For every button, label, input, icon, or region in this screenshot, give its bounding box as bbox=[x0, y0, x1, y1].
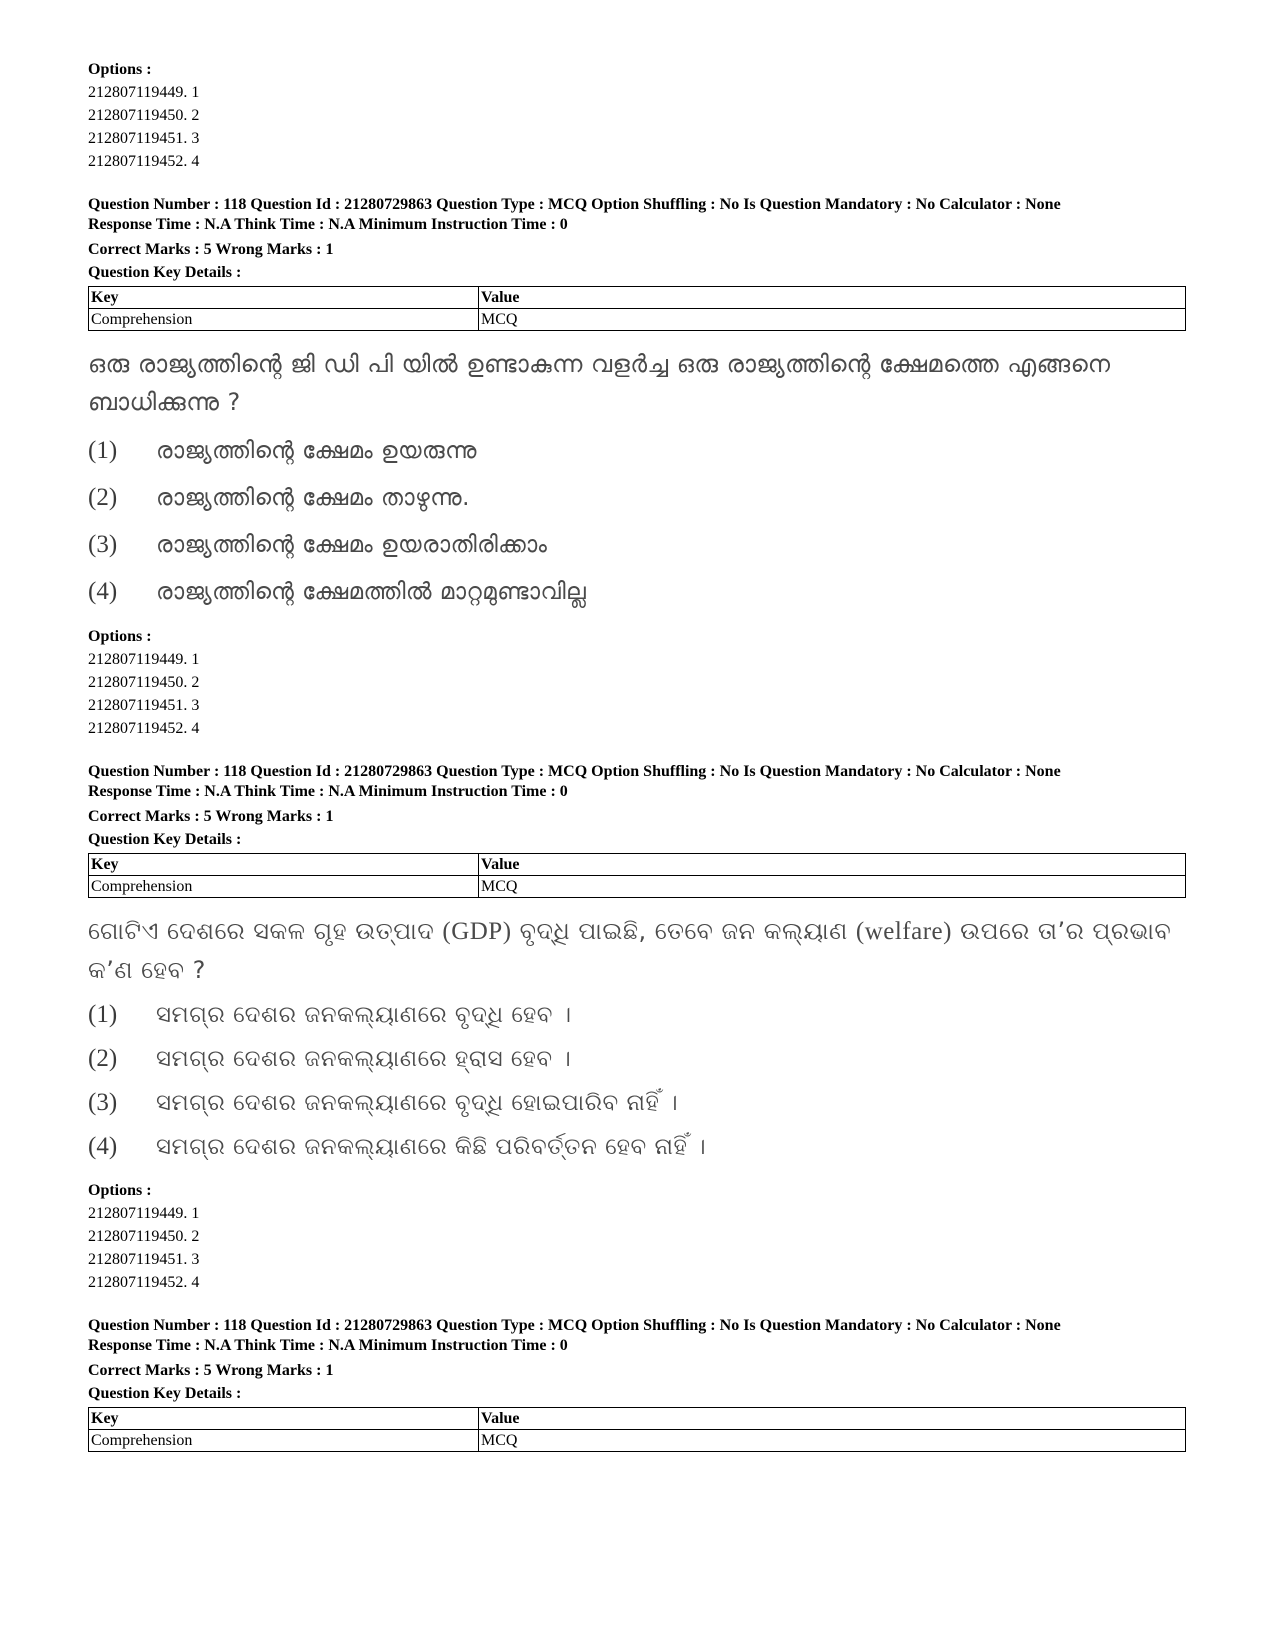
choice-text: ସମଗ୍ର ଦେଶର ଜନକଲ୍ୟାଣରେ ବୃଦ୍ଧି ହେବ । bbox=[156, 1002, 572, 1028]
table-header-row bbox=[89, 854, 1186, 876]
question-choice bbox=[88, 474, 1188, 521]
question-choice bbox=[88, 521, 1188, 568]
option-line: 212807119449. 1 bbox=[88, 651, 200, 668]
question-choice bbox=[88, 993, 1188, 1037]
choice-text: രാജ്യത്തിന്റെ ക്ഷേമത്തിൽ മാറ്റമുണ്ടാവില്ല bbox=[156, 578, 587, 605]
option-line: 212807119450. 2 bbox=[88, 674, 200, 691]
table-cell-key: Comprehension bbox=[89, 876, 479, 898]
choice-text: ସମଗ୍ର ଦେଶର ଜନକଲ୍ୟାଣରେ ହ୍ରାସ ହେବ । bbox=[156, 1046, 572, 1072]
question-choice bbox=[88, 427, 1188, 474]
question-choice bbox=[88, 568, 1188, 615]
choice-number: (2) bbox=[88, 1045, 118, 1072]
option-line: 212807119452. 4 bbox=[88, 1274, 200, 1291]
question-text-part: ଉପରେ ତା’ର ପ୍ରଭାବ କ’ଣ ହେବ ? bbox=[88, 917, 1172, 984]
option-line: 212807119451. 3 bbox=[88, 697, 200, 714]
question-timing: Response Time : N.A Think Time : N.A Minimum Instruction Time : 0 bbox=[88, 216, 568, 233]
table-header-key: Key bbox=[89, 1408, 479, 1430]
option-line: 212807119451. 3 bbox=[88, 1251, 200, 1268]
choice-text: ସମଗ୍ର ଦେଶର ଜନକଲ୍ୟାଣରେ କିଛି ପରିବର୍ତ୍ତନ ହେବ ନାହିଁ । bbox=[156, 1134, 707, 1160]
question-image bbox=[88, 345, 1188, 615]
table-row bbox=[89, 1430, 1186, 1452]
question-choice bbox=[88, 1081, 1188, 1125]
question-key-details-label: Question Key Details : bbox=[88, 1385, 242, 1402]
key-value-table bbox=[88, 286, 1186, 331]
choice-text: ସମଗ୍ର ଦେଶର ଜନକଲ୍ୟାଣରେ ବୃଦ୍ଧି ହୋଇପାରିବ ନାହିଁ । bbox=[156, 1090, 679, 1116]
question-text bbox=[88, 912, 1188, 989]
question-marks: Correct Marks : 5 Wrong Marks : 1 bbox=[88, 1362, 334, 1379]
choice-number: (4) bbox=[88, 577, 118, 605]
choice-number: (1) bbox=[88, 1001, 118, 1028]
question-key-details-label: Question Key Details : bbox=[88, 264, 242, 281]
question-marks: Correct Marks : 5 Wrong Marks : 1 bbox=[88, 241, 334, 258]
option-line: 212807119449. 1 bbox=[88, 84, 200, 101]
options-label: Options : bbox=[88, 1182, 152, 1199]
table-cell-key: Comprehension bbox=[89, 309, 479, 331]
choice-text: രാജ്യത്തിന്റെ ക്ഷേമം ഉയരുന്നു bbox=[156, 437, 477, 464]
option-line: 212807119449. 1 bbox=[88, 1205, 200, 1222]
question-meta: Question Number : 118 Question Id : 21280729863 Question Type : MCQ Option Shuffling : No Is Question Mandatory : No Calculator : None bbox=[88, 196, 1061, 213]
option-line: 212807119450. 2 bbox=[88, 107, 200, 124]
choice-number: (4) bbox=[88, 1133, 118, 1160]
choice-number: (3) bbox=[88, 1089, 118, 1116]
options-block-top bbox=[88, 58, 1188, 173]
choice-text: രാജ്യത്തിന്റെ ക്ഷേമം ഉയരാതിരിക്കാം bbox=[156, 531, 548, 558]
table-header-key: Key bbox=[89, 287, 479, 309]
table-cell-key: Comprehension bbox=[89, 1430, 479, 1452]
table-row bbox=[89, 309, 1186, 331]
question-block-malayalam bbox=[88, 195, 1188, 740]
question-meta: Question Number : 118 Question Id : 21280729863 Question Type : MCQ Option Shuffling : No Is Question Mandatory : No Calculator : None bbox=[88, 1317, 1061, 1334]
question-image bbox=[88, 912, 1188, 1169]
question-block-odia bbox=[88, 762, 1188, 1294]
options-label: Options : bbox=[88, 628, 152, 645]
options-label: Options : bbox=[88, 61, 152, 78]
document-page bbox=[88, 58, 1188, 1452]
option-line: 212807119452. 4 bbox=[88, 153, 200, 170]
question-key-details-label: Question Key Details : bbox=[88, 831, 242, 848]
key-value-table bbox=[88, 1407, 1186, 1452]
table-row bbox=[89, 876, 1186, 898]
table-cell-value: MCQ bbox=[479, 309, 1186, 331]
question-timing: Response Time : N.A Think Time : N.A Minimum Instruction Time : 0 bbox=[88, 1337, 568, 1354]
question-choice bbox=[88, 1125, 1188, 1169]
question-meta: Question Number : 118 Question Id : 21280729863 Question Type : MCQ Option Shuffling : No Is Question Mandatory : No Calculator : None bbox=[88, 763, 1061, 780]
question-marks: Correct Marks : 5 Wrong Marks : 1 bbox=[88, 808, 334, 825]
table-cell-value: MCQ bbox=[479, 1430, 1186, 1452]
question-text-part: ଗୋଟିଏ ଦେଶରେ ସକଳ ଗୃହ ଉତ୍ପାଦ bbox=[88, 917, 443, 945]
table-header-row bbox=[89, 287, 1186, 309]
question-text-gdp: (GDP) bbox=[442, 918, 512, 945]
question-block-third bbox=[88, 1316, 1188, 1452]
table-header-value: Value bbox=[479, 287, 1186, 309]
choice-number: (3) bbox=[88, 530, 118, 558]
question-text-welfare: (welfare) bbox=[855, 918, 952, 945]
table-header-value: Value bbox=[479, 854, 1186, 876]
question-text: ഒരു രാജ്യത്തിന്റെ ജി ഡി പി യിൽ ഉണ്ടാകുന്ന വളർച്ച ഒരു രാജ്യത്തിന്റെ ക്ഷേമത്തെ എങ്ങനെ ബാധിക്കുന്നു ? bbox=[88, 350, 1111, 416]
table-cell-value: MCQ bbox=[479, 876, 1186, 898]
option-line: 212807119450. 2 bbox=[88, 1228, 200, 1245]
question-choice bbox=[88, 1037, 1188, 1081]
option-line: 212807119452. 4 bbox=[88, 720, 200, 737]
question-timing: Response Time : N.A Think Time : N.A Minimum Instruction Time : 0 bbox=[88, 783, 568, 800]
key-value-table bbox=[88, 853, 1186, 898]
option-line: 212807119451. 3 bbox=[88, 130, 200, 147]
table-header-value: Value bbox=[479, 1408, 1186, 1430]
choice-number: (2) bbox=[88, 483, 118, 511]
choice-number: (1) bbox=[88, 436, 118, 464]
table-header-row bbox=[89, 1408, 1186, 1430]
choice-text: രാജ്യത്തിന്റെ ക്ഷേമം താഴുന്നു. bbox=[156, 484, 470, 511]
table-header-key: Key bbox=[89, 854, 479, 876]
question-text-part: ବୃଦ୍ଧି ପାଇଛି, ତେବେ ଜନ କଲ୍ୟାଣ bbox=[511, 917, 856, 945]
